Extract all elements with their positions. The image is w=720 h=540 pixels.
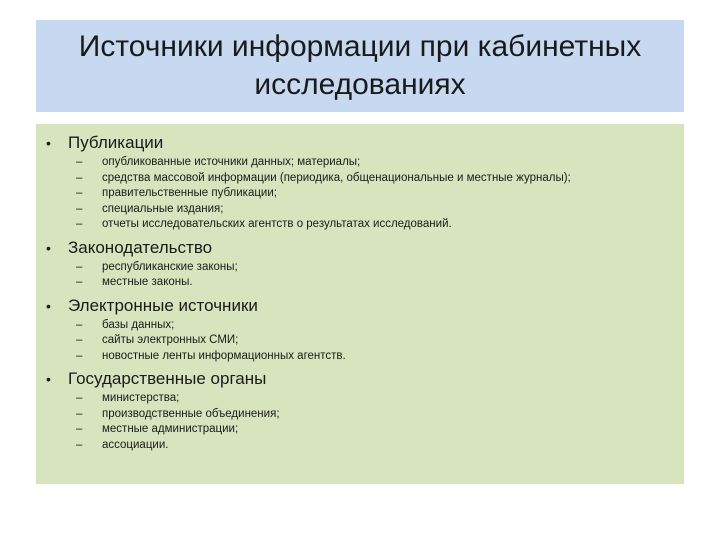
sub-list	[36, 391, 684, 453]
dash-icon: –	[76, 423, 83, 435]
section-government-bodies	[36, 368, 684, 453]
list-item: – сайты электронных СМИ;	[36, 333, 684, 349]
list-item: – базы данных;	[36, 318, 684, 334]
section-legislation	[36, 237, 684, 291]
sub-list	[36, 260, 684, 291]
dash-icon: –	[76, 334, 83, 346]
section-electronic-sources	[36, 295, 684, 365]
title-banner	[36, 20, 684, 112]
dash-icon: –	[76, 349, 83, 362]
section-heading: Законодательство	[68, 237, 213, 257]
dash-icon: –	[76, 187, 83, 199]
list-item: – опубликованные источники данных; материалы;	[36, 155, 684, 171]
list-item: – ассоциации.	[36, 438, 684, 454]
dash-icon: –	[76, 276, 83, 288]
bullet-icon: •	[46, 239, 51, 256]
bullet-icon: •	[46, 371, 51, 387]
dash-icon: –	[76, 318, 83, 331]
dash-icon: –	[76, 218, 83, 230]
dash-icon: –	[76, 392, 83, 404]
sub-list	[36, 155, 684, 233]
list-item: – местные администрации;	[36, 422, 684, 438]
sub-list	[36, 318, 684, 365]
list-item: – местные законы.	[36, 275, 684, 291]
dash-icon: –	[76, 438, 83, 451]
bullet-icon: •	[46, 135, 51, 151]
section-heading: Публикации	[68, 133, 164, 152]
dash-icon: –	[76, 260, 83, 273]
bullet-icon: •	[46, 297, 51, 314]
dash-icon: –	[76, 407, 83, 420]
section-publications	[36, 132, 684, 233]
section-heading: Электронные источники	[68, 295, 258, 315]
list-item: – производственные объединения;	[36, 407, 684, 423]
list-item: – отчеты исследовательских агентств о результатах исследований.	[36, 217, 684, 233]
dash-icon: –	[76, 156, 83, 168]
slide-title: Источники информации при кабинетных исследованиях	[78, 30, 642, 101]
dash-icon: –	[76, 171, 83, 184]
list-item: – новостные ленты информационных агентств.	[36, 349, 684, 365]
list-item: – республиканские законы;	[36, 260, 684, 276]
dash-icon: –	[76, 202, 83, 215]
list-item: – министерства;	[36, 391, 684, 407]
content-panel	[36, 124, 684, 484]
list-item: – средства массовой информации (периодика, общенациональные и местные журналы);	[36, 171, 684, 187]
list-item: – правительственные публикации;	[36, 186, 684, 202]
list-item: – специальные издания;	[36, 202, 684, 218]
section-heading: Государственные органы	[68, 369, 267, 388]
